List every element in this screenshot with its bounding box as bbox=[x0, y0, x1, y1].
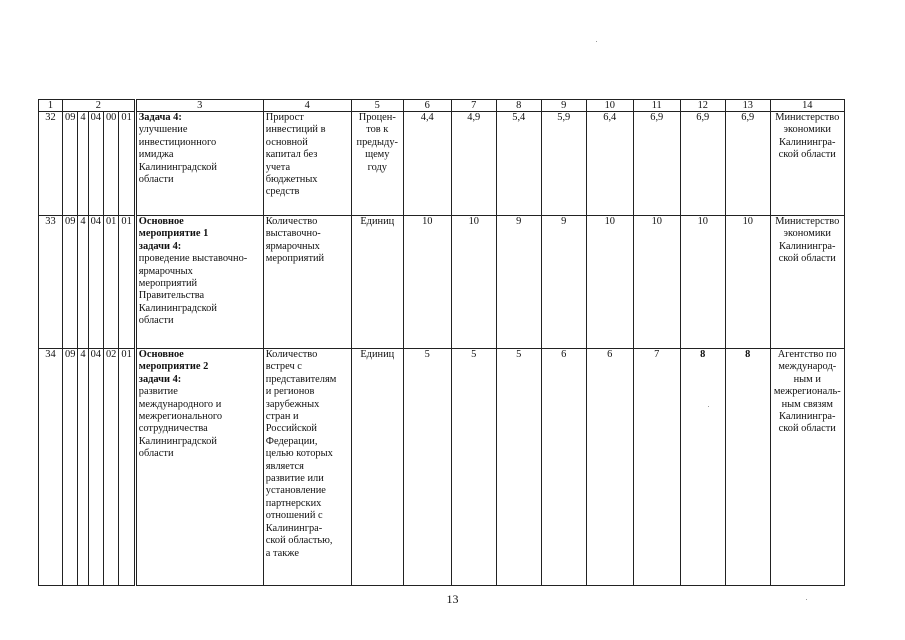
value-cell: 5,4 bbox=[496, 112, 541, 216]
value-cell: 5 bbox=[451, 349, 496, 586]
header-cell: 5 bbox=[351, 100, 403, 112]
value-cell: 8 bbox=[680, 349, 725, 586]
value-cell: 9 bbox=[496, 216, 541, 349]
code-cell: 04 bbox=[88, 112, 103, 216]
task-cell bbox=[135, 112, 263, 216]
task-title: Задача 4: bbox=[138, 112, 182, 123]
header-cell: 2 bbox=[63, 100, 136, 112]
value-cell: 10 bbox=[451, 216, 496, 349]
scan-speck bbox=[806, 599, 807, 600]
responsible-cell: Агентство по международ- ным и межрегиональ- ным связям Калинингра- ской области bbox=[770, 349, 844, 586]
header-cell: 14 bbox=[770, 100, 844, 112]
task-title: Основное мероприятие 1 задачи 4: bbox=[138, 216, 209, 252]
value-cell: 10 bbox=[680, 216, 725, 349]
value-cell: 9 bbox=[541, 216, 586, 349]
value-cell: 10 bbox=[586, 216, 633, 349]
unit-cell: Единиц bbox=[351, 349, 403, 586]
code-cell: 34 bbox=[39, 349, 63, 586]
code-cell: 4 bbox=[78, 216, 88, 349]
header-cell: 1 bbox=[39, 100, 63, 112]
code-cell: 01 bbox=[119, 112, 135, 216]
header-cell: 10 bbox=[586, 100, 633, 112]
header-cell: 12 bbox=[680, 100, 725, 112]
indicator-cell: Прирост инвестиций в основной капитал без учета бюджетных средств bbox=[263, 112, 351, 216]
code-cell: 04 bbox=[88, 216, 103, 349]
header-cell: 6 bbox=[403, 100, 451, 112]
header-cell: 13 bbox=[725, 100, 770, 112]
code-cell: 04 bbox=[88, 349, 103, 586]
table-row bbox=[39, 112, 845, 216]
header-cell: 7 bbox=[451, 100, 496, 112]
indicator-cell: Количество выставочно- ярмарочных мероприятий bbox=[263, 216, 351, 349]
scan-speck bbox=[596, 41, 597, 42]
task-cell bbox=[135, 349, 263, 586]
code-cell: 09 bbox=[63, 216, 78, 349]
value-cell: 4,9 bbox=[451, 112, 496, 216]
code-cell: 09 bbox=[63, 349, 78, 586]
task-cell bbox=[135, 216, 263, 349]
value-cell: 10 bbox=[633, 216, 680, 349]
table-header-row bbox=[39, 100, 845, 112]
code-cell: 01 bbox=[103, 216, 118, 349]
value-cell: 8 bbox=[725, 349, 770, 586]
page-number: 13 bbox=[446, 592, 459, 606]
task-description: улучшение инвестиционного имиджа Калининградской области bbox=[138, 124, 217, 186]
task-description: развитие международного и межрегионального сотрудничества Калининградской области bbox=[138, 386, 223, 460]
task-description: проведение выставочно- ярмарочных мероприятий Правительства Калининградской области bbox=[138, 253, 248, 327]
value-cell: 10 bbox=[403, 216, 451, 349]
value-cell: 6,9 bbox=[680, 112, 725, 216]
code-cell: 33 bbox=[39, 216, 63, 349]
header-cell: 4 bbox=[263, 100, 351, 112]
indicator-table bbox=[38, 99, 845, 586]
header-cell: 8 bbox=[496, 100, 541, 112]
code-cell: 02 bbox=[103, 349, 118, 586]
code-cell: 32 bbox=[39, 112, 63, 216]
value-cell: 6,9 bbox=[725, 112, 770, 216]
responsible-cell: Министерство экономики Калинингра- ской области bbox=[770, 112, 844, 216]
value-cell: 6 bbox=[541, 349, 586, 586]
value-cell: 5 bbox=[496, 349, 541, 586]
header-cell: 9 bbox=[541, 100, 586, 112]
header-cell: 11 bbox=[633, 100, 680, 112]
table-row bbox=[39, 349, 845, 586]
value-cell: 6,4 bbox=[586, 112, 633, 216]
value-cell: 7 bbox=[633, 349, 680, 586]
responsible-cell: Министерство экономики Калинингра- ской области bbox=[770, 216, 844, 349]
table-row bbox=[39, 216, 845, 349]
value-cell: 4,4 bbox=[403, 112, 451, 216]
scan-speck bbox=[708, 406, 709, 407]
header-cell: 3 bbox=[135, 100, 263, 112]
value-cell: 6 bbox=[586, 349, 633, 586]
code-cell: 4 bbox=[78, 112, 88, 216]
code-cell: 00 bbox=[103, 112, 118, 216]
value-cell: 6,9 bbox=[633, 112, 680, 216]
value-cell: 5,9 bbox=[541, 112, 586, 216]
value-cell: 10 bbox=[725, 216, 770, 349]
unit-cell: Единиц bbox=[351, 216, 403, 349]
value-cell: 5 bbox=[403, 349, 451, 586]
code-cell: 01 bbox=[119, 216, 135, 349]
code-cell: 4 bbox=[78, 349, 88, 586]
unit-cell: Процен- тов к предыду- щему году bbox=[351, 112, 403, 216]
indicator-cell: Количество встреч с представителям и регионов зарубежных стран и Российской Федерации, целью которых является развитие или установление партнерских отношений с Калинингра- ской областью, а также bbox=[263, 349, 351, 586]
code-cell: 01 bbox=[119, 349, 135, 586]
task-title: Основное мероприятие 2 задачи 4: bbox=[138, 349, 209, 385]
code-cell: 09 bbox=[63, 112, 78, 216]
